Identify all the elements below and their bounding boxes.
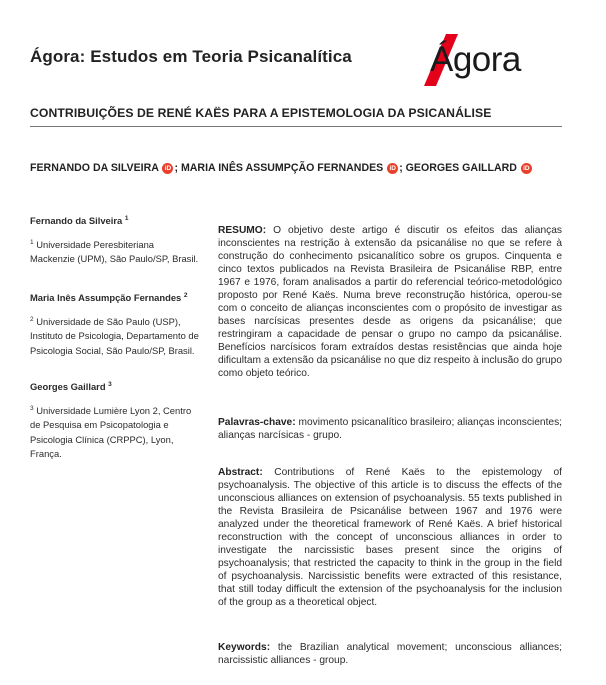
affiliation-text: $^3$ Universidade Lumière Lyon 2, Centro de Pesquisa em Psicopatologia e Psicologia Clínica (CRPPC), Lyon, França. xyxy=(30,404,192,460)
affiliation-block xyxy=(30,289,200,358)
keywords-text: the Brazilian analytical movement; unconscious alliances; narcissistic alliances - group. xyxy=(218,642,562,666)
affiliation-text: $^1$ Universidade Peresbiteriana Mackenzie (UPM), São Paulo/SP, Brasil. xyxy=(30,238,199,265)
keywords-paragraph xyxy=(218,641,562,667)
logo-text: Ágora xyxy=(430,40,521,79)
journal-title: Ágora: Estudos em Teoria Psicanalítica xyxy=(30,47,352,66)
abstract-text: Contributions of René Kaës to the epistemology of psychoanalysis. The objective of this article is to discuss the effects of the unconscious alliances on extension of psychoanalysis. 55 texts published in the Revista Brasileira de Psicanálise between 1967 and 1976 were analyzed under the theoretical framework of René Kaës. A brief historical reconstruction with the concept of unconscious alliances in order to investigate the narcissistic bases present since the origins of psychoanalysis; that restricted the capacity to think in the group in the field of psychoanalysis. Narcissistic benefits were extracted of this resistance, that still today difficult the extension of the psychoanalysis for the inclusion of the group as a theoretical object. xyxy=(218,467,562,608)
author-name[interactable]: GEORGES GAILLARD xyxy=(405,162,517,174)
affiliation-text: $^2$ Universidade de São Paulo (USP), Instituto de Psicologia, Departamento de Psicologia Social, São Paulo/SP, Brasil. xyxy=(30,315,199,356)
affiliation-block xyxy=(30,378,200,462)
abstract-label: Abstract: xyxy=(218,467,263,478)
affiliation-author-name: Georges Gaillard $^3$ xyxy=(30,381,112,393)
authors-line: FERNANDO DA SILVEIRA iD ; MARIA INÊS ASSUMPÇÃO FERNANDES iD ; GEORGES GAILLARD iD xyxy=(30,162,533,174)
author-name[interactable]: FERNANDO DA SILVEIRA xyxy=(30,162,159,174)
title-divider xyxy=(30,126,562,127)
author-name[interactable]: MARIA INÊS ASSUMPÇÃO FERNANDES xyxy=(180,162,384,174)
palavras-chave-text: movimento psicanalítico brasileiro; alianças inconscientes; alianças narcísicas - grupo. xyxy=(218,417,562,441)
orcid-icon[interactable]: iD xyxy=(521,163,532,174)
orcid-icon[interactable]: iD xyxy=(387,163,398,174)
keywords-label: Keywords: xyxy=(218,642,271,653)
resumo-paragraph xyxy=(218,224,562,380)
palavras-chave-paragraph xyxy=(218,416,562,442)
affiliation-author-name: Maria Inês Assumpção Fernandes $^2$ xyxy=(30,292,188,304)
resumo-label: RESUMO: xyxy=(218,225,267,236)
resumo-text: O objetivo deste artigo é discutir os efeitos das alianças inconscientes na restrição à extensão da psicanálise no que se refere à construção do conhecimento psicanalítico sobre os grupos. Cinquenta e cinco textos publicados na Revista Brasileira de Psicanálise RBP, entre 1967 e 1976, foram analisados a partir do referencial teórico-metodológico proposto por René Kaës. Numa breve reconstrução histórica, operou-se com o conceito de alianças inconscientes com o propósito de investigar as bases narcísicas presentes desde as origens da psicanálise; que restringiram a capacidade de pensar o grupo no campo da psicanálise. Benefícios narcísicos foram extraídos destas resistências que ainda hoje dificultam a extensão da psicanálise no que diz respeito à inclusão do grupo como objeto teórico. xyxy=(218,225,562,379)
article-title: CONTRIBUIÇÕES DE RENÉ KAËS PARA A EPISTEMOLOGIA DA PSICANÁLISE xyxy=(30,106,492,120)
orcid-icon[interactable]: iD xyxy=(162,163,173,174)
affiliation-author-name: Fernando da Silveira $^1$ xyxy=(30,215,129,227)
affiliation-block xyxy=(30,212,200,267)
journal-logo xyxy=(424,34,552,86)
palavras-chave-label: Palavras-chave: xyxy=(218,417,296,428)
abstract-paragraph xyxy=(218,466,562,609)
